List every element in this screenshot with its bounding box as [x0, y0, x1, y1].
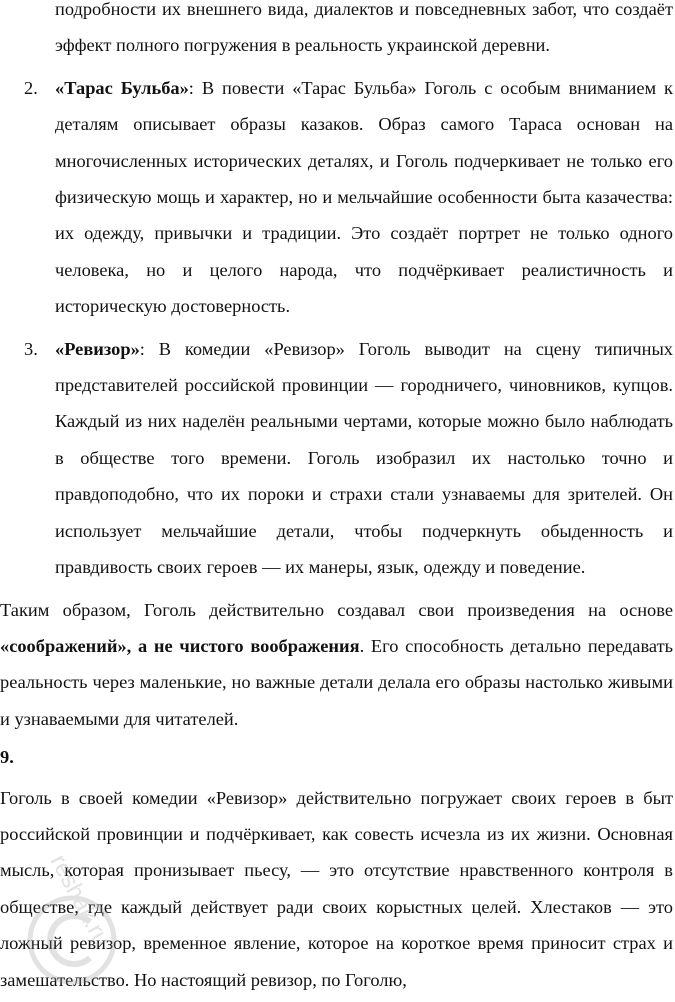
list-item-title: «Тарас Бульба»	[55, 77, 189, 98]
section-paragraph: Гоголь в своей комедии «Ревизор» действительно погружает своих героев в быт российской провинции и подчёркивает, как совесть исчезла из их жизни. Основная мысль, которая пронизывает пьесу, — это отсутствие нравственного контроля в обществе, где каждый действует ради своих корыстных целей. Хлестаков — это ложный ревизор, временное явление, которое на короткое время приносит страх и замешательство. Но настоящий ревизор, по Гоголю,	[0, 787, 673, 990]
list-item-text: : В комедии «Ревизор» Гоголь выводит на сцену типичных представителей российской провинции — городничего, чиновников, купцов. Каждый из них наделён реальными чертами, которые можно было наблюдать в обществе того времени. Гоголь изобразил их настолько точно и правдоподобно, что их пороки и страхи стали узнаваемы для зрителей. Он использует мельчайшие детали, чтобы подчеркнуть обыденность и правдивость своих героев — их манеры, язык, одежду и поведение.	[55, 338, 673, 578]
list-item-title: «Ревизор»	[55, 338, 140, 359]
list-item-number: 2.	[24, 77, 38, 98]
list-item-revizor	[24, 331, 673, 586]
conclusion-paragraph	[0, 592, 673, 738]
conclusion-bold-text: «соображений», а не чистого воображения	[0, 635, 360, 656]
conclusion-text-start: Таким образом, Гоголь действительно создавал свои произведения на основе	[0, 599, 673, 620]
list-item-number: 3.	[24, 338, 38, 359]
section-number: 9.	[0, 747, 14, 768]
list-item-text: : В повести «Тарас Бульба» Гоголь с особым вниманием к деталям описывает образы казаков. Образ самого Тараса основан на многочисленных исторических деталях, и Гоголь подчеркивает не только его физическую мощь и характер, но и мельчайшие особенности быта казачества: их одежду, привычки и традиции. Это создаёт портрет не только одного человека, но и целого народа, что подчёркивает реалистичность и историческую достоверность.	[55, 77, 673, 317]
list-item-taras-bulba	[24, 70, 673, 325]
watermark-text: reshak.ru	[44, 850, 116, 952]
intro-continuation: подробности их внешнего вида, диалектов и повседневных забот, что создаёт эффект полного погружения в реальность украинской деревни.	[55, 0, 673, 56]
conclusion-text-end: . Его способность детально передавать реальность через маленькие, но важные детали делала его образы настолько живыми и узнаваемыми для читателей.	[0, 635, 674, 729]
